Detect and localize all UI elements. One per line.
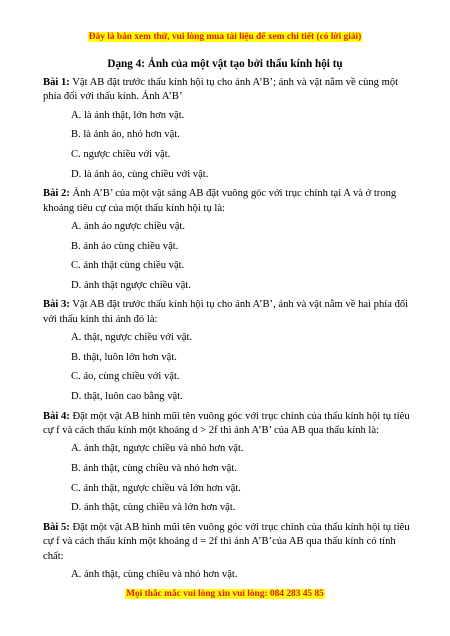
option-a: A. ảnh thật, ngược chiều và nhỏ hơn vật. bbox=[71, 443, 244, 455]
option-a: A. ảnh ảo ngược chiều vật. bbox=[71, 221, 186, 232]
option-b: B. ảnh ảo cùng chiều vật. bbox=[71, 240, 179, 252]
option-c: C. ngược chiều với vật. bbox=[71, 149, 171, 160]
question-label: Bài 2: bbox=[43, 188, 70, 200]
contact-notice-text: Mọi thắc mắc vui lòng xin vui lòng: 084 283 45 85 bbox=[126, 589, 324, 599]
option-b: B. ảnh thật, cùng chiều và nhỏ hơn vật. bbox=[71, 462, 237, 474]
question-label: Bài 4: bbox=[43, 410, 70, 422]
contact-notice bbox=[0, 589, 450, 599]
question-text bbox=[43, 187, 415, 216]
question-2 bbox=[43, 187, 415, 293]
question-body: Vật AB đặt trước thấu kính hội tụ cho ảnh A’B’, ảnh và vật nằm về hai phía đối với thấu kính thì ảnh đó là: bbox=[43, 299, 409, 325]
option-b: B. là ảnh ảo, nhỏ hơn vật. bbox=[71, 129, 180, 141]
question-3 bbox=[43, 298, 415, 404]
question-body: Đặt một vật AB hình mũi tên vuông góc với trục chính của thấu kính hội tụ tiêu cự f và cách thấu kính một khoảng d = 2f thì ảnh A’B’của AB qua thấu kính có tính chất: bbox=[43, 521, 410, 562]
section-title: Dạng 4: Ảnh của một vật tạo bởi thấu kính hội tụ bbox=[107, 58, 343, 70]
question-label: Bài 1: bbox=[43, 77, 70, 88]
option-c: C. ảnh thật, ngược chiều và lớn hơn vật. bbox=[71, 482, 241, 494]
question-text bbox=[43, 521, 415, 564]
question-5 bbox=[43, 521, 415, 583]
question-body: Ảnh A’B’ của một vật sáng AB đặt vuông góc với trục chính tại A và ở trong khoảng tiêu cự của một thấu kính hội tụ là: bbox=[43, 188, 397, 214]
question-text bbox=[43, 410, 415, 439]
question-list bbox=[43, 76, 415, 588]
option-a: A. là ảnh thật, lớn hơn vật. bbox=[71, 109, 185, 121]
option-d: D. ảnh thật, cùng chiều và lớn hơn vật. bbox=[71, 502, 236, 514]
option-c: C. ảo, cùng chiều với vật. bbox=[71, 371, 180, 383]
option-c: C. ảnh thật cùng chiều vật. bbox=[71, 260, 185, 272]
option-d: D. là ảnh ảo, cùng chiều với vật. bbox=[71, 168, 209, 180]
option-d: D. ảnh thật ngược chiều vật. bbox=[71, 279, 191, 291]
question-text bbox=[43, 298, 415, 327]
option-a: A. ảnh thật, cùng chiều và nhỏ hơn vật. bbox=[71, 568, 238, 580]
question-body: Đặt một vật AB hình mũi tên vuông góc với trục chính của thấu kính hội tụ tiêu cự f và cách thấu kính một khoảng d > 2f thì ảnh A’B’ của AB qua thấu kính là: bbox=[43, 410, 410, 436]
question-text bbox=[43, 76, 415, 105]
question-body: Vật AB đặt trước thấu kính hội tụ cho ảnh A’B’; ảnh và vật nằm về cùng một phía đối với thấu kính. Ảnh A’B’ bbox=[43, 77, 399, 103]
option-a: A. thật, ngược chiều với vật. bbox=[71, 332, 193, 344]
preview-notice bbox=[0, 32, 450, 42]
preview-notice-text: Đây là bản xem thử, vui lòng mua tài liệu để xem chi tiết (có lời giải) bbox=[88, 32, 362, 42]
question-label: Bài 3: bbox=[43, 299, 70, 311]
option-d: D. thật, luôn cao bằng vật. bbox=[71, 390, 183, 402]
question-label: Bài 5: bbox=[43, 521, 70, 533]
option-b: B. thật, luôn lớn hơn vật. bbox=[71, 351, 177, 363]
question-1 bbox=[43, 76, 415, 182]
question-4 bbox=[43, 410, 415, 516]
